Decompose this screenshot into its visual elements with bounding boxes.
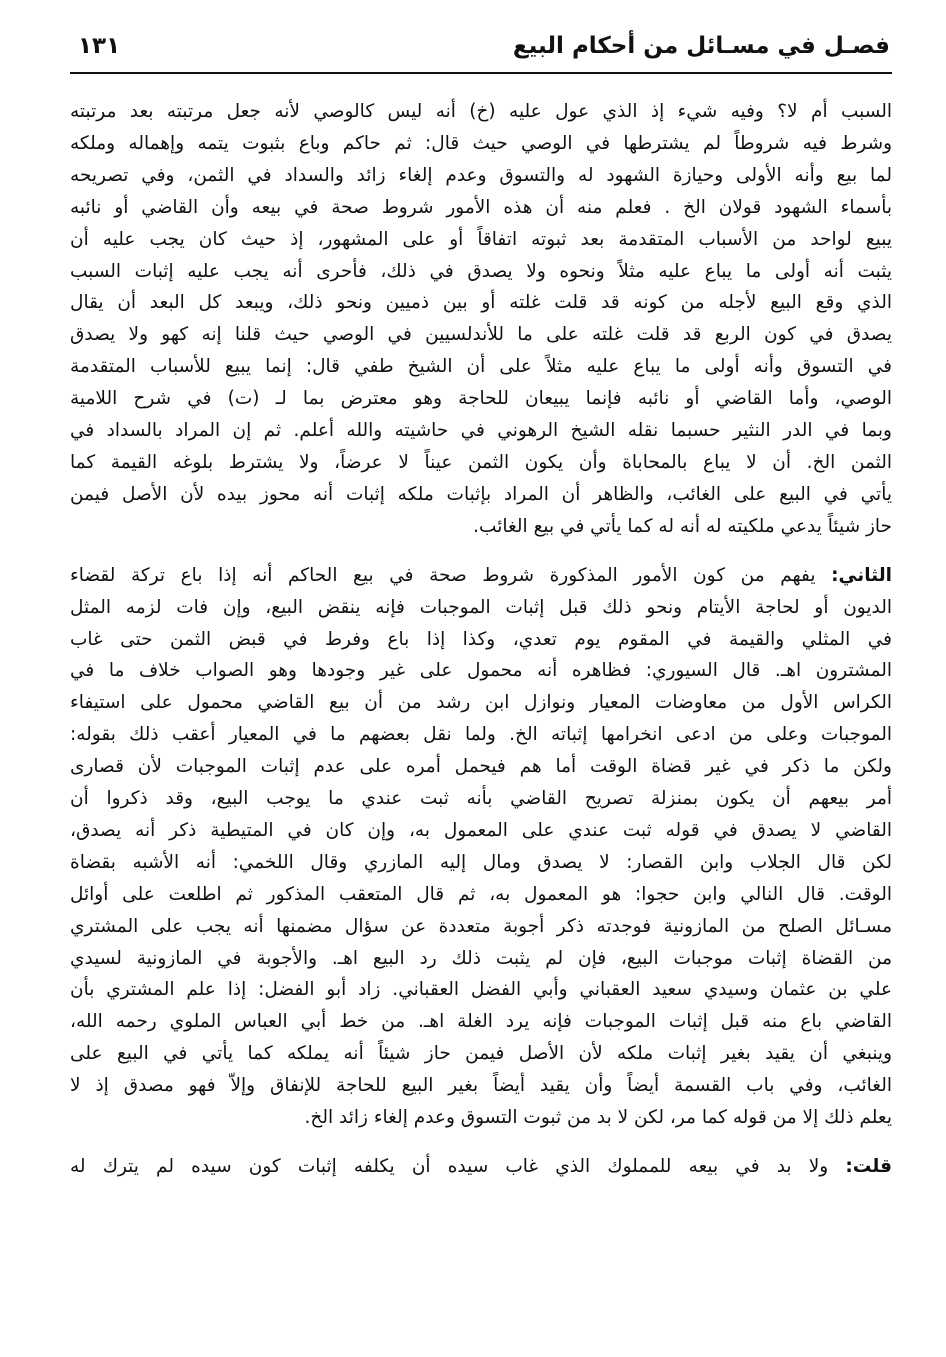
page-number: ١٣١	[78, 33, 121, 59]
text-line: وبما في الدر النثير حسبما نقله الشيخ الرهوني في حاشيته والله أعلم. ثم إن المراد بالسداد في	[70, 420, 892, 442]
text-line: الغائب، وفي باب القسمة أيضاً وأن يقيد أيضاً بغير البيع للحاجة للإنفاق وإلاّ فهو مصدق إذ لا	[70, 1075, 892, 1097]
text-line: بأسماء الشهود قولان الخ . فعلم منه أن هذه الأمور شروط صحة في بيعه وأن القاضي أو نائبه	[70, 196, 892, 218]
paragraph-2	[70, 560, 892, 1134]
text-line: يصدق في كون الربع قد قلت غلته على ما للأندلسيين في الوصي حيث قلنا إنه كهو ولا يصدق	[70, 324, 892, 346]
text-line: حاز شيئاً يدعي ملكيته له أنه له كما يأتي في بيع الغائب.	[473, 515, 892, 537]
text-line: الثمن الخ. أن لا يباع بالمحاباة وأن يكون الثمن عيناً لا عرضاً، ولا يشترط بلوغه القيمة كما	[70, 451, 892, 473]
text-line: يأتي في البيع على الغائب، والظاهر أن المراد بإثبات ملكه إثبات أنه محوز بيده لأن الأصل فيمن	[70, 483, 892, 505]
text-line: لكن قال الجلاب وابن القصار: لا يصدق ومال إليه المازري وقال اللخمي: أنه الأشبه بقضاة	[70, 851, 892, 873]
page-header	[70, 24, 892, 74]
text-line: الوصي، وأما القاضي أو نائبه فإنما يبيعان للحاجة وهو معترض بما لـ (ت) في شرح اللامية	[70, 388, 892, 410]
text-line: وشرط فيه شروطاً لم يشترطها في الوصي حيث قال: ثم حاكم وباع بثبوت يتمه وإهماله وملكه	[70, 132, 892, 154]
text-line: يثبت أنه أولى ما يباع عليه مثلاً ونحوه ولا يصدق في ذلك، فأحرى أنه يجب عليه إثبات السبب	[70, 260, 892, 282]
text-line: الموجبات وعلى من ادعى انخرامها إثباته الخ. ولما نقل بعضهم ما في المعيار أعقب ذلك بقوله:	[70, 724, 892, 746]
paragraph-3	[70, 1151, 892, 1183]
text-line: السبب أم لا؟ وفيه شيء إذ الذي عول عليه (خ) أنه ليس كالوصي لأنه جعل مرتبته بعد مرتبته	[70, 101, 892, 122]
text-line: أمر بيعهم أن يكون بمنزلة تصريح القاضي بأنه ثبت عندي ما يوجب البيع، وقد ذكروا أن	[70, 788, 892, 810]
text-line: مسـائل الصلح من المازونية فوجدته ذكر أجوبة متعددة عن سؤال مضمنها أنه يجب على المشتري	[70, 915, 892, 937]
paragraph-1	[70, 96, 892, 543]
text-line: في المثلي والقيمة في المقوم يوم تعدي، وكذا إذا باع وفرط في قبض الثمن حتى غاب	[70, 628, 892, 650]
text-line: الكراس الأول من معاوضات المعيار ونوازل ابن رشد من أن بيع القاضي محمول على استيفاء	[70, 692, 892, 714]
text-line: القاضي باع منه قبل إثبات الموجبات فإنه يرد الغلة اهـ. من خط أبي العباس الملوي رحمه الله،	[70, 1011, 892, 1033]
text-line: يعلم ذلك إلا من قوله كما مر، لكن لا بد من ثبوت التسوق وعدم إلغاء زائد الخ.	[304, 1107, 892, 1129]
paragraph-lead: قلت:	[845, 1156, 892, 1177]
text-line: الذي وقع البيع لأجله من كونه قد قلت غلته أو بين ذميين ونحو ذلك، ويبعد كل البعد أن يقال	[70, 292, 892, 314]
text-line: من القضاة إثبات موجبات البيع، فإن لم يثبت ذلك رد البيع اهـ. والأجوبة في المازونية لسيدي	[70, 947, 892, 969]
text-line: ولكن ما ذكر في غير قضاة الوقت أما هم فيحمل أمره على عدم إثبات الموجبات لأن قصارى	[70, 756, 892, 778]
text-run: ولا بد في بيعه للمملوك الذي غاب سيده أن يكلفه إثبات كون سيده لم يترك له	[70, 1156, 846, 1177]
text-line: لما بيع وأنه الأولى وحيازة الشهود له والتسوق وعدم إلغاء زائد والسداد في الثمن، وفي تصريحه	[70, 164, 892, 186]
book-page	[70, 24, 892, 1334]
running-title: فصـل في مسـائل من أحكام البيع	[512, 33, 890, 59]
text-line	[70, 1151, 892, 1183]
text-line: يبيع لواحد من الأسباب المتقدمة بعد ثبوته اتفاقاً أو على المشهور، إذ حيث كان يجب عليه أن	[70, 228, 892, 250]
text-line: علي بن عثمان وسيدي سعيد العقباني وأبي الفضل العقباني. زاد أبو الفضل: إذا علم المشتري بأن	[70, 979, 892, 1001]
text-line: الوقت. قال النالي وابن حجوا: هو المعمول به، ثم قال المتعقب المذكور ثم اطلعت على أوائل	[70, 883, 892, 905]
text-line: القاضي لا يصدق في قوله ثبت عندي على المعمول به، وإن كان في المتيطية ذكر أنه يصدق،	[70, 819, 892, 841]
text-line: وينبغي أن يقيد بغير إثبات ملكه لأن الأصل فيمن حاز شيئاً أنه يملكه كما يأتي في البيع على	[70, 1043, 892, 1065]
text-line: الديون أو لحاجة الأيتام ونحو ذلك قبل إثبات الموجبات فإنه ينقض البيع، وإن فات لزمه المثل	[70, 596, 892, 618]
text-line: في التسوق وأنه أولى ما يباع عليه مثلاً على أن الشيخ طفي قال: إنما يبيع للأسباب المتقدمة	[70, 356, 892, 378]
text-line	[70, 560, 892, 592]
text-line: المشترون اهـ. قال السيوري: فظاهره أنه محمول على غير وجودها وهو الصواب خلاف ما في	[70, 660, 892, 682]
text-run: يفهم من كون الأمور المذكورة شروط صحة في بيع الحاكم أنه إذا باع تركة لقضاء	[70, 564, 832, 586]
paragraph-lead: الثاني:	[831, 564, 892, 586]
